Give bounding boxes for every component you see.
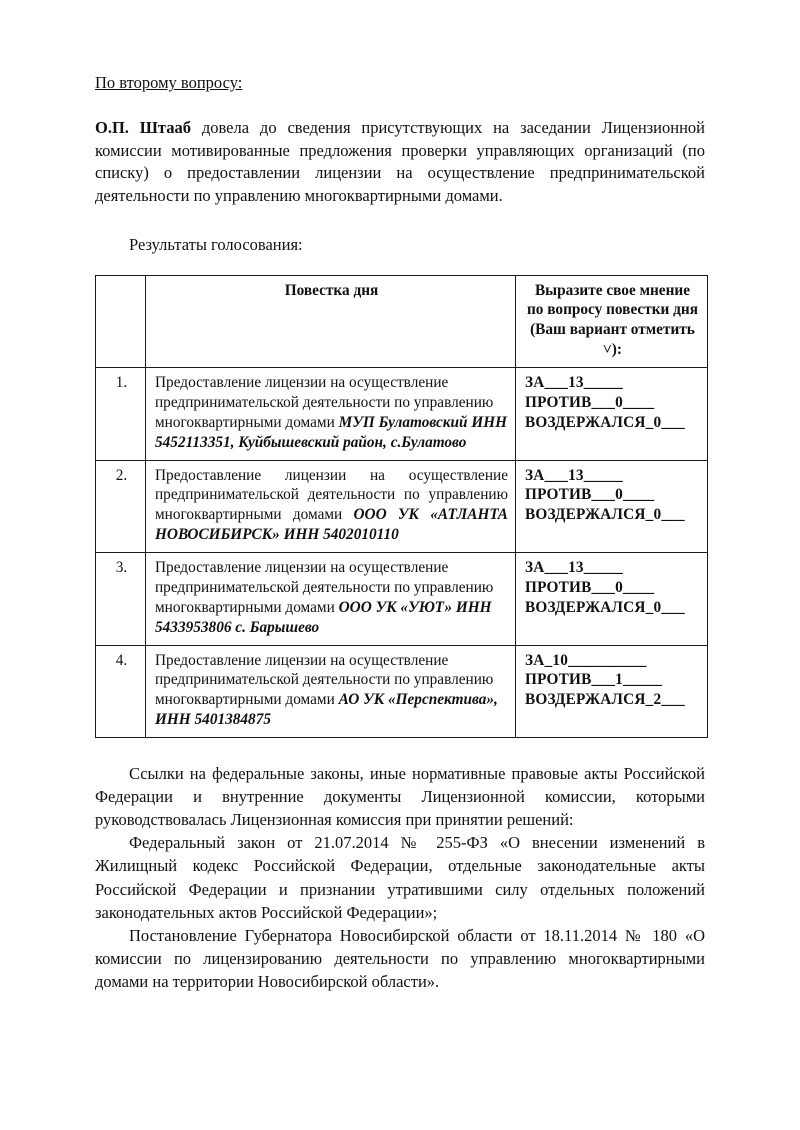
row-number: 4.	[96, 645, 146, 738]
vote-za: ЗА___13_____	[525, 374, 624, 392]
agenda-company: АО УК «Перспектива», ИНН 5401384875	[155, 691, 498, 729]
document-content	[95, 72, 705, 993]
speaker-name: О.П. Штааб	[95, 117, 191, 137]
table-row	[96, 460, 708, 553]
vote-protiv: ПРОТИВ___0____	[525, 578, 655, 596]
row-agenda	[146, 460, 516, 553]
vote-protiv: ПРОТИВ___0____	[525, 393, 655, 411]
agenda-company: МУП Булатовский ИНН 5452113351, Куйбышевский район, с.Булатово	[155, 413, 508, 451]
header-agenda: Повестка дня	[146, 275, 516, 368]
row-agenda	[146, 368, 516, 461]
vote-za: ЗА___13_____	[525, 466, 624, 484]
row-vote	[516, 553, 708, 646]
agenda-text: Предоставление лицензии на осуществление предпринимательской деятельности по управлению многоквартирными домами	[155, 374, 494, 431]
header-number	[96, 275, 146, 368]
row-number: 3.	[96, 553, 146, 646]
table-row	[96, 368, 708, 461]
intro-text: довела до сведения присутствующих на заседании Лицензионной комиссии мотивированные предложения проверки управляющих организаций (по списку) о предоставлении лицензии на осуществление предпринимательской деятельности по управлению многоквартирными домами.	[95, 117, 705, 206]
row-vote	[516, 645, 708, 738]
vote-vozderzhalsya: ВОЗДЕРЖАЛСЯ_0___	[525, 506, 685, 524]
row-number: 2.	[96, 460, 146, 553]
table-row	[96, 553, 708, 646]
vote-za: ЗА_10__________	[525, 651, 647, 669]
row-agenda	[146, 645, 516, 738]
agenda-text: Предоставление лицензии на осуществление предпринимательской деятельности по управлению многоквартирными домами	[155, 559, 494, 616]
vote-za: ЗА___13_____	[525, 559, 624, 577]
vote-vozderzhalsya: ВОЗДЕРЖАЛСЯ_2___	[525, 691, 685, 709]
vote-vozderzhalsya: ВОЗДЕРЖАЛСЯ_0___	[525, 413, 685, 431]
results-label: Результаты голосования:	[129, 234, 303, 254]
row-number: 1.	[96, 368, 146, 461]
section-heading: По второму вопросу:	[95, 73, 243, 92]
vote-vozderzhalsya: ВОЗДЕРЖАЛСЯ_0___	[525, 598, 685, 616]
vote-protiv: ПРОТИВ___1_____	[525, 671, 663, 689]
reference-federal-law: Федеральный закон от 21.07.2014 № 255-ФЗ «О внесении изменений в Жилищный кодекс Российской Федерации, отдельные законодательные акты Российской Федерации и признании утратившими силу отдельных положений законодательных актов Российской Федерации»;	[95, 833, 705, 922]
row-vote	[516, 460, 708, 553]
voting-table	[95, 275, 708, 739]
table-row	[96, 645, 708, 738]
references-intro: Ссылки на федеральные законы, иные нормативные правовые акты Российской Федерации и внутренние документы Лицензионной комиссии, которыми руководствовалась Лицензионная комиссия при принятии решений:	[95, 764, 705, 830]
header-vote: Выразите свое мнение по вопросу повестки дня (Ваш вариант отметить ˅):	[516, 275, 708, 368]
agenda-company: ООО УК «АТЛАНТА НОВОСИБИРСК» ИНН 5402010110	[155, 506, 508, 544]
agenda-company: ООО УК «УЮТ» ИНН 5433953806 с. Барышево	[155, 598, 492, 636]
intro-paragraph	[95, 117, 705, 208]
reference-governor-decree: Постановление Губернатора Новосибирской области от 18.11.2014 № 180 «О комиссии по лицензированию деятельности по управлению многоквартирными домами на территории Новосибирской области».	[95, 925, 705, 991]
row-vote	[516, 368, 708, 461]
table-header-row	[96, 275, 708, 368]
vote-protiv: ПРОТИВ___0____	[525, 486, 655, 504]
agenda-text: Предоставление лицензии на осуществление предпринимательской деятельности по управлению многоквартирными домами	[155, 651, 494, 709]
row-agenda	[146, 553, 516, 646]
references-section	[95, 762, 705, 993]
agenda-text: Предоставление лицензии на осуществление предпринимательской деятельности по управлению многоквартирными домами	[155, 466, 508, 524]
